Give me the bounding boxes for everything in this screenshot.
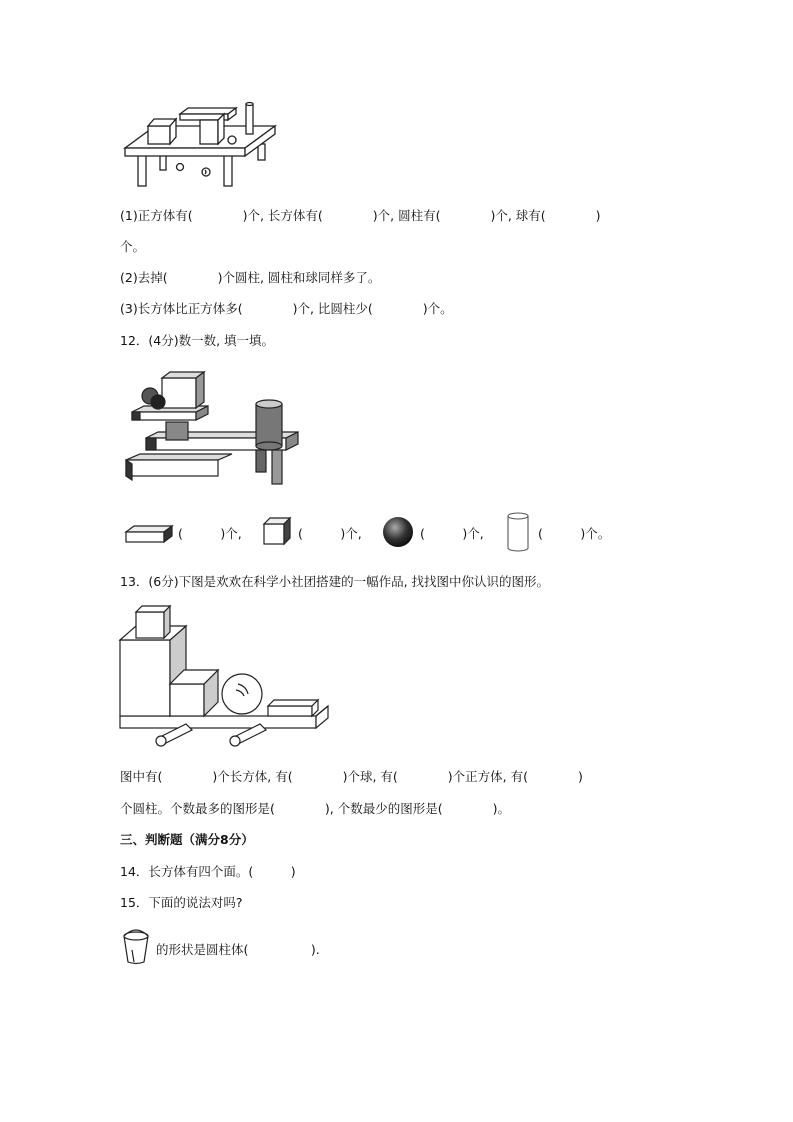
q12-blank-sphere: ( )个, xyxy=(420,526,484,541)
q11-sub2: (2)去掉( )个圆柱, 圆柱和球同样多了。 xyxy=(120,270,381,285)
q11-sub1-line2: 个。 xyxy=(120,239,146,254)
sphere-icon xyxy=(382,516,414,548)
q11-sub3: (3)长方体比正方体多( )个, 比圆柱少( )个。 xyxy=(120,301,453,316)
q12-blank-cuboid: ( )个, xyxy=(178,526,242,541)
q11-sub1-line1: (1)正方体有( )个, 长方体有( )个, 圆柱有( )个, 球有( ) xyxy=(120,208,601,223)
bucket-icon xyxy=(120,928,152,968)
cube-icon xyxy=(262,516,294,548)
q12-figure xyxy=(122,368,302,490)
q14-text: 14．长方体有四个面。( ) xyxy=(120,864,296,879)
q13-line2: 个圆柱。个数最多的图形是( ), 个数最少的图形是( )。 xyxy=(120,801,510,816)
q11-figure xyxy=(120,96,280,192)
q13-line1: 图中有( )个长方体, 有( )个球, 有( )个正方体, 有( ) xyxy=(120,769,583,784)
q12-blank-cube: ( )个, xyxy=(298,526,362,541)
q15-statement: 的形状是圆柱体( ). xyxy=(156,942,320,957)
q12-blank-cylinder: ( )个。 xyxy=(538,526,611,541)
q15-title: 15．下面的说法对吗? xyxy=(120,895,243,910)
cylinder-icon xyxy=(506,512,530,552)
q13-title: 13．(6分)下图是欢欢在科学小社团搭建的一幅作品, 找找图中你认识的图形。 xyxy=(120,574,550,589)
cuboid-icon xyxy=(124,522,174,546)
q13-figure xyxy=(118,602,332,752)
q12-title: 12．(4分)数一数, 填一填。 xyxy=(120,333,275,348)
section3-title: 三、判断题（满分8分） xyxy=(120,832,254,847)
